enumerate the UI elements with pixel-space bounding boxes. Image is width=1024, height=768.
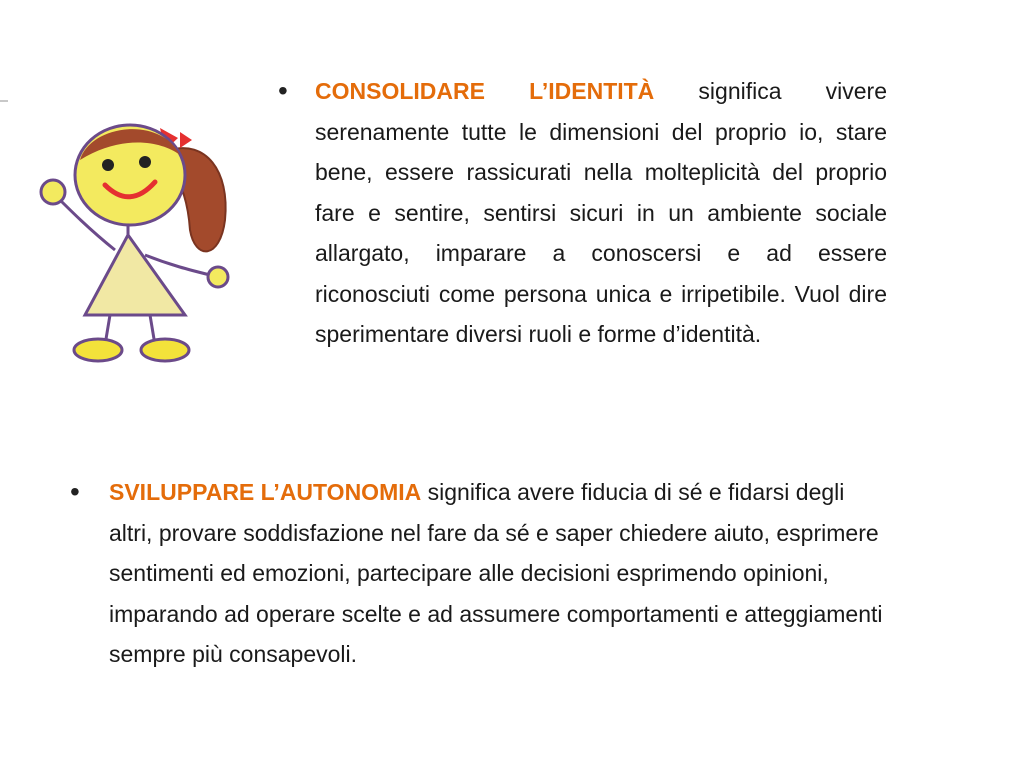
bullet-identita [280, 71, 890, 355]
bullet-text [109, 472, 889, 675]
bullet-dot: • [70, 476, 80, 507]
keyword-identita: CONSOLIDARE L’IDENTITÀ [315, 78, 655, 104]
bullet-dot: • [278, 75, 288, 106]
text-autonomia: significa avere fiducia di sé e fidarsi degli altri, provare soddisfazione nel fare da sé e saper chiedere aiuto, esprimere sentimenti ed emozioni, partecipare alle decisioni esprimendo opinioni, imparando ad operare scelte e ad assumere comportamenti e atteggiamenti sempre più consapevoli. [109, 479, 883, 667]
text-identita: significa vivere serenamente tutte le dimensioni del proprio io, stare bene, essere rassicurati nella molteplicità del proprio fare e sentire, sentirsi sicuri in un ambiente sociale allargato, imparare a conoscersi e ad essere riconosciuti come persona unica e irripetibile. Vuol dire sperimentare diversi ruoli e forme d’identità. [315, 78, 887, 347]
bullet-text [315, 71, 887, 355]
child-drawing-icon [20, 110, 250, 370]
slide-edge-mark [0, 100, 8, 102]
bullet-autonomia [72, 472, 892, 675]
keyword-autonomia: SVILUPPARE L’AUTONOMIA [109, 479, 422, 505]
